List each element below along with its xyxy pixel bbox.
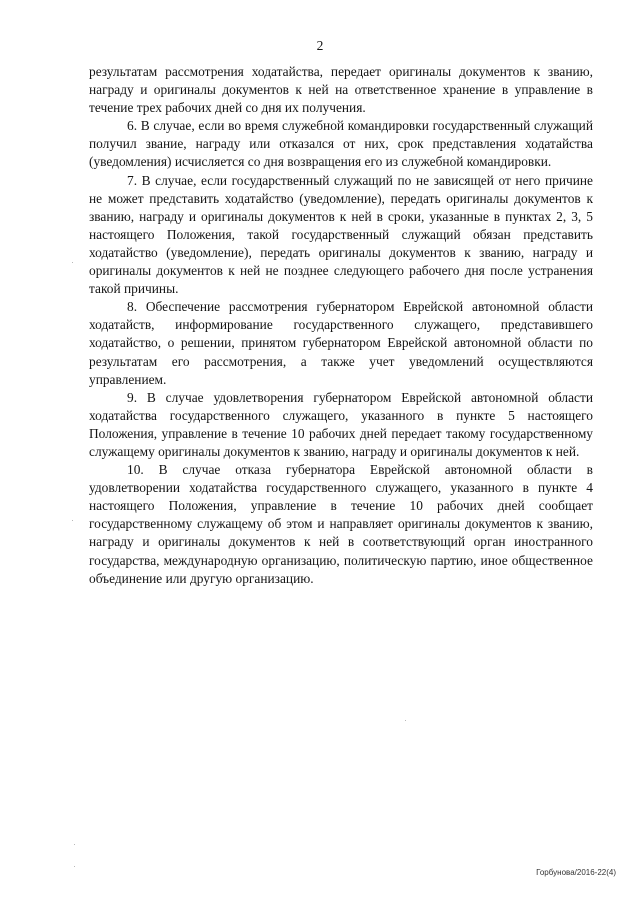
scan-speck bbox=[72, 262, 73, 263]
scan-speck bbox=[405, 720, 406, 721]
paragraph-item-7: 7. В случае, если государственный служащий по не зависящей от него причине не может представить ходатайство (уведомление), передать оригиналы документов к званию, награду и оригиналы документов к ней в сроки, указанные в пунктах 2, 3, 5 настоящего Положения, такой государственный служащий обязан представить ходатайство (уведомление), передать оригиналы документов к званию, награду и оригиналы документов к ней не позднее следующего рабочего дня после устранения такой причины. bbox=[89, 172, 593, 297]
document-body bbox=[89, 63, 593, 588]
scan-speck bbox=[74, 866, 75, 867]
document-footer-code: Горбунова/2016-22(4) bbox=[536, 868, 616, 877]
scan-speck bbox=[72, 520, 73, 521]
paragraph-continuation: результатам рассмотрения ходатайства, передает оригиналы документов к званию, награду и оригиналы документов к ней на ответственное хранение в управление в течение трех рабочих дней со дня их получения. bbox=[89, 64, 593, 116]
paragraph-item-8: 8. Обеспечение рассмотрения губернатором Еврейской автономной области ходатайств, информирование государственного служащего, представившего ходатайство, о решении, принятом губернатором Еврейской автономной области по результатам его рассмотрения, а также учет уведомлений осуществляются управлением. bbox=[89, 299, 593, 387]
page-number: 2 bbox=[316, 38, 324, 53]
scan-speck bbox=[74, 844, 75, 845]
paragraph-item-10: 10. В случае отказа губернатора Еврейской автономной области в удовлетворении ходатайства государственного служащего, указанного в пункте 4 настоящего Положения, управление в течение 10 рабочих дней сообщает государственному служащему об этом и направляет оригиналы документов к званию, награду и оригиналы документов к ней в соответствующий орган иностранного государства, международную организацию, политическую партию, иное общественное объединение или другую организацию. bbox=[89, 462, 593, 586]
paragraph-item-6: 6. В случае, если во время служебной командировки государственный служащий получил звание, награду или отказался от них, срок представления ходатайства (уведомления) исчисляется со дня возвращения его из служебной командировки. bbox=[89, 118, 593, 170]
paragraph-item-9: 9. В случае удовлетворения губернатором Еврейской автономной области ходатайства государственного служащего, указанного в пункте 5 настоящего Положения, управление в течение 10 рабочих дней передает такому государственному служащему оригиналы документов к званию, награду и оригиналы документов к ней. bbox=[89, 389, 593, 459]
